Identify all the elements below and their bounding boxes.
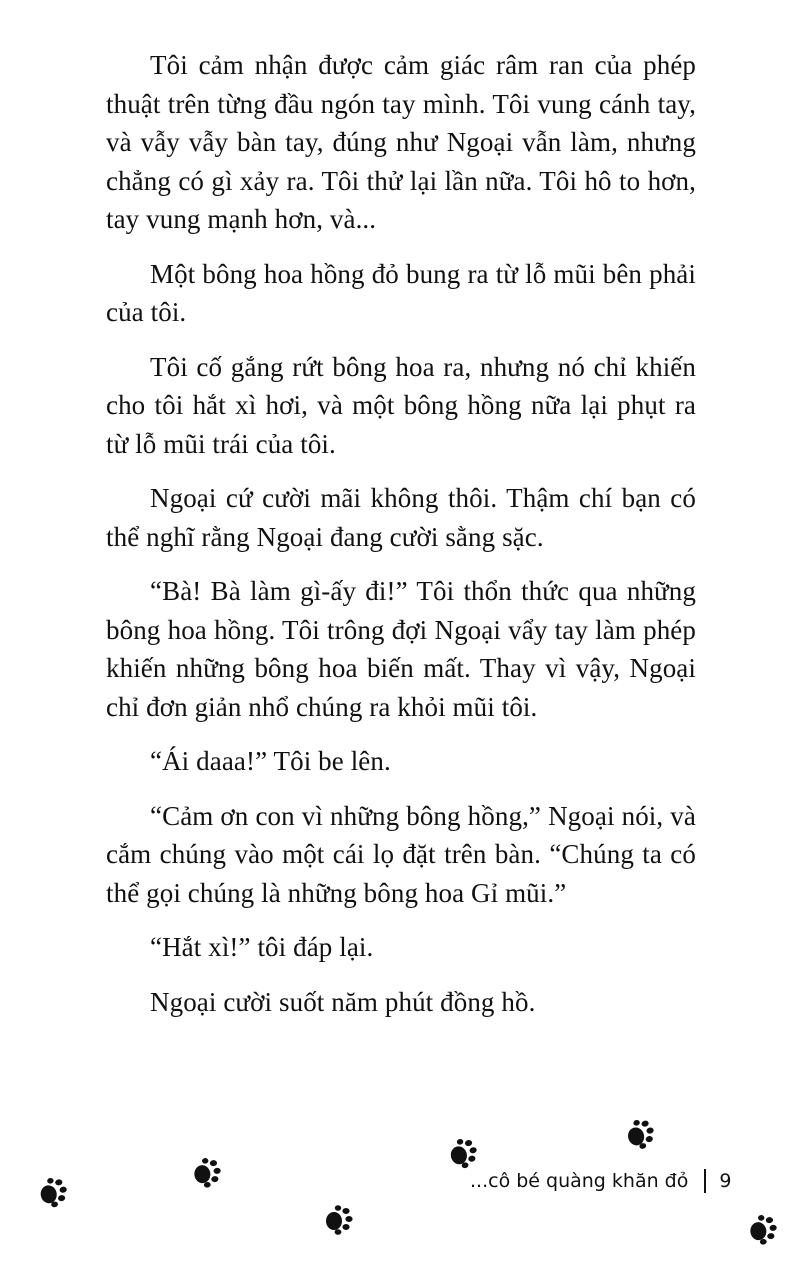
page-number: 9 bbox=[719, 1170, 732, 1192]
paw-print-icon bbox=[27, 1167, 73, 1213]
paw-print-icon bbox=[182, 1148, 225, 1191]
paw-print-icon bbox=[316, 1197, 356, 1237]
running-book-title: ...cô bé quàng khăn đỏ bbox=[470, 1170, 689, 1192]
paragraph-8: “Hắt xì!” tôi đáp lại. bbox=[150, 932, 374, 962]
paragraph-1: Tôi cảm nhận được cảm giác râm ran của phép thuật trên từng đầu ngón tay mình. Tôi vung cánh tay, và vẫy vẫy bàn tay, đúng như Ngoại vẫn làm, nhưng chẳng có gì xảy ra. Tôi thử lại lần nữa. Tôi hô to hơn, tay vung mạnh hơn, và... bbox=[106, 50, 696, 234]
page-body-text bbox=[106, 46, 696, 1037]
paw-print-icon bbox=[613, 1108, 662, 1157]
paw-print-icon bbox=[738, 1205, 781, 1248]
paragraph-7: “Cảm ơn con vì những bông hồng,” Ngoại nói, và cắm chúng vào một cái lọ đặt trên bàn. “Chúng ta có thể gọi chúng là những bông hoa Gỉ mũi.” bbox=[106, 800, 696, 908]
page-footer bbox=[470, 1163, 731, 1199]
paragraph-4: Ngoại cứ cười mãi không thôi. Thậm chí bạn có thể nghĩ rằng Ngoại đang cười sằng sặc. bbox=[106, 483, 696, 552]
footer-divider bbox=[704, 1169, 706, 1193]
paragraph-5: “Bà! Bà làm gì-ấy đi!” Tôi thổn thức qua những bông hoa hồng. Tôi trông đợi Ngoại vẩy tay làm phép khiến những bông hoa biến mất. Thay vì vậy, Ngoại chỉ đơn giản nhổ chúng ra khỏi mũi tôi. bbox=[106, 576, 696, 722]
paragraph-3: Tôi cố gắng rứt bông hoa ra, nhưng nó chỉ khiến cho tôi hắt xì hơi, và một bông hồng nữa lại phụt ra từ lỗ mũi trái của tôi. bbox=[106, 351, 696, 459]
paragraph-2: Một bông hoa hồng đỏ bung ra từ lỗ mũi bên phải của tôi. bbox=[106, 258, 696, 327]
paragraph-6: “Ái daaa!” Tôi be lên. bbox=[150, 746, 391, 776]
paragraph-9: Ngoại cười suốt năm phút đồng hồ. bbox=[150, 986, 536, 1017]
